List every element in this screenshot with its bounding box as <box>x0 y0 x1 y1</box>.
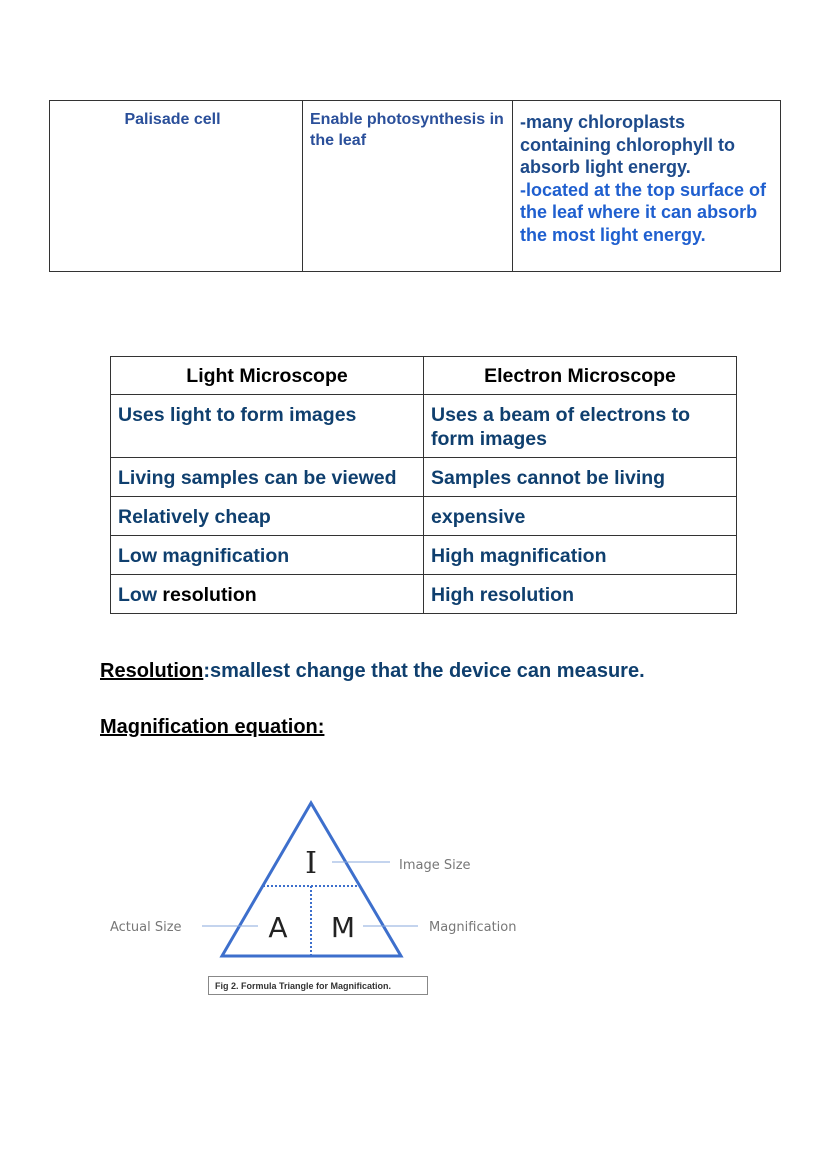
adaptation-1: -many chloroplasts containing chlorophyll to absorb light energy. <box>520 112 735 177</box>
figure-caption: Fig 2. Formula Triangle for Magnification. <box>208 976 428 995</box>
resolution-text: :smallest change that the device can measure. <box>203 660 645 682</box>
header-light: Light Microscope <box>111 357 424 395</box>
resolution-word: resolution <box>162 584 257 606</box>
cell: Living samples can be viewed <box>111 458 424 497</box>
cell-function: Enable photosynthesis in the leaf <box>303 101 513 272</box>
letter-m: M <box>330 911 356 944</box>
cell: Uses light to form images <box>111 395 424 458</box>
adaptation-2: -located at the top surface of the leaf where it can absorb the most light energy. <box>520 179 767 245</box>
resolution-term: Resolution <box>100 660 204 682</box>
header-electron: Electron Microscope <box>424 357 737 395</box>
cell: expensive <box>424 497 737 536</box>
cell: Low magnification <box>111 536 424 575</box>
letter-i: I <box>305 846 317 881</box>
label-image-size: Image Size <box>399 858 471 873</box>
cell: Relatively cheap <box>111 497 424 536</box>
letter-a: A <box>268 911 288 944</box>
label-actual-size: Actual Size <box>110 920 182 935</box>
label-magnification: Magnification <box>429 920 517 935</box>
cell: High resolution <box>424 575 737 614</box>
cell-name: Palisade cell <box>50 101 303 272</box>
magnification-heading: Magnification equation: <box>100 716 325 738</box>
cell: High magnification <box>424 536 737 575</box>
cell: Uses a beam of electrons to form images <box>424 395 737 458</box>
low-word: Low <box>118 584 157 606</box>
cell: Samples cannot be living <box>424 458 737 497</box>
